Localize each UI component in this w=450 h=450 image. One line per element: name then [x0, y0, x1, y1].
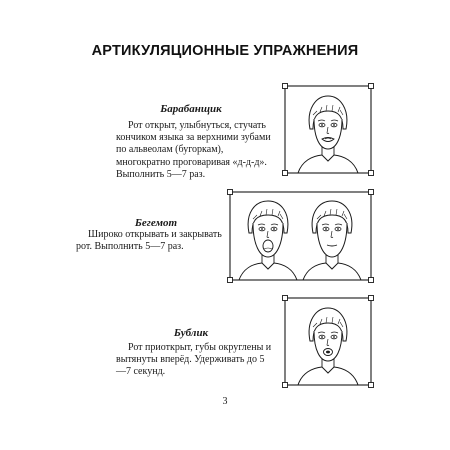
- child-face-illustration: [282, 295, 374, 388]
- illustration-frame-barabanshchik: [282, 83, 374, 176]
- exercise-text-bublik: Рот приоткрыт, губы округлены и вытянуты вперёд. Удерживать до 5—7 секунд.: [116, 342, 272, 378]
- child-face-illustration: [282, 83, 374, 176]
- illustration-frame-bublik: [282, 295, 374, 388]
- two-child-faces-illustration: [227, 189, 374, 283]
- exercise-text-barabanshchik: Рот открыт, улыбнуться, стучать кончиком языка за верхними зубами по альвеолам (бугоркам), многократно проговаривая «д-д-д». Выполнить 5—7 раз.: [116, 120, 271, 180]
- exercise-heading-begemot: Бегемот: [134, 217, 178, 229]
- page-title: АРТИКУЛЯЦИОННЫЕ УПРАЖНЕНИЯ: [91, 43, 359, 59]
- page-number: 3: [222, 396, 228, 407]
- exercise-text-begemot: Широко открывать и закрывать рот. Выполнить 5—7 раз.: [76, 229, 222, 253]
- exercise-heading-bublik: Бублик: [173, 327, 209, 339]
- illustration-frame-begemot: [227, 189, 374, 283]
- exercise-heading-barabanshchik: Барабанщик: [160, 103, 222, 115]
